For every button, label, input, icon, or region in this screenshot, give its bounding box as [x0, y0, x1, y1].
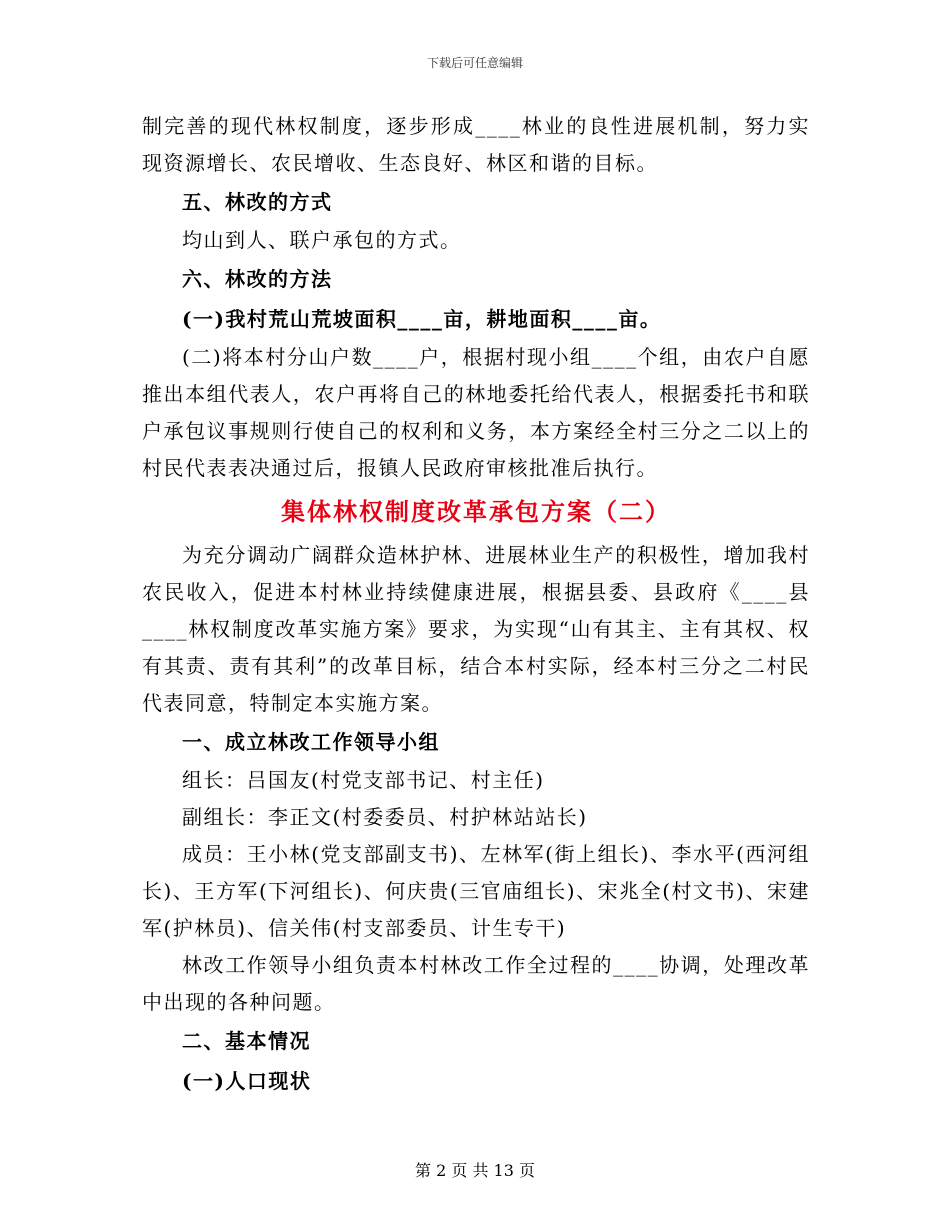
heading-section-2: 二、基本情况	[182, 1029, 311, 1053]
paragraph-household-division: (二)将本村分山户数____户，根据村现小组____个组，由农户自愿推出本组代表人，农户再将自己的林地委托给代表人，根据委托书和联户承包议事规则行使自己的权利和义务，本方案经全村三分之二以上的村民代表表决通过后，报镇人民政府审核批准后执行。	[142, 345, 810, 480]
document-body	[142, 108, 810, 1101]
heading-section-6: 六、林改的方法	[182, 267, 333, 291]
paragraph-members: 成员：王小林(党支部副支书)、左林军(街上组长)、李水平(西河组长)、王方军(下河组长)、何庆贵(三官庙组长)、宋兆全(村文书)、宋建军(护林员)、信关伟(村支部委员、计生专干)	[142, 842, 810, 940]
heading-section-1: 一、成立林改工作领导小组	[182, 730, 440, 754]
paragraph-method: 均山到人、联户承包的方式。	[182, 228, 462, 252]
paragraph-group-duty: 林改工作领导小组负责本村林改工作全过程的____协调，处理改革中出现的各种问题。	[142, 953, 810, 1014]
paragraph-leader: 组长：吕国友(村党支部书记、村主任)	[182, 768, 545, 792]
document-title: 集体林权制度改革承包方案（二）	[281, 497, 671, 526]
paragraph-goal-continuation: 制完善的现代林权制度，逐步形成____林业的良性进展机制，努力实现资源增长、农民增收、生态良好、林区和谐的目标。	[142, 114, 810, 175]
heading-section-5: 五、林改的方式	[182, 190, 333, 214]
paragraph-deputy-leader: 副组长：李正文(村委委员、村护林站站长)	[182, 805, 588, 829]
subheading-population: (一)人口现状	[182, 1069, 312, 1093]
subheading-land-area: (一)我村荒山荒坡面积____亩，耕地面积____亩。	[182, 307, 662, 331]
page-header: 下载后可任意编辑	[426, 56, 523, 70]
paragraph-intro: 为充分调动广阔群众造林护林、进展林业生产的积极性，增加我村农民收入，促进本村林业持续健康进展，根据县委、县政府《____县____林权制度改革实施方案》要求，为实现“山有其主、主有其权、权有其责、责有其利”的改革目标，结合本村实际，经本村三分之二村民代表同意，特制定本实施方案。	[142, 543, 810, 715]
page-footer: 第 2 页 共 13 页	[415, 1161, 535, 1180]
